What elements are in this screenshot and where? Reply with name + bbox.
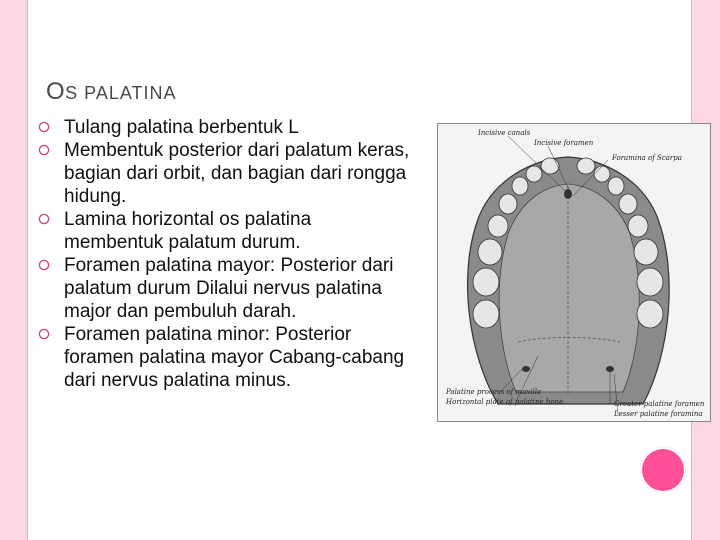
title-initial: O — [46, 78, 66, 105]
label-foramen-scarpa: Foramina of Scarpa — [612, 154, 682, 162]
left-decor-rule — [27, 0, 28, 540]
label-lesser-palatine: Lesser palatine foramina — [614, 410, 703, 418]
ring-bullet-icon — [38, 144, 50, 156]
bullet-text: Membentuk posterior dari palatum keras, bagian dari orbit, dan bagian dari rongga hidung. — [64, 140, 410, 207]
palate-illustration — [438, 124, 710, 421]
bullet-item — [38, 208, 410, 254]
ring-bullet-icon — [38, 259, 50, 271]
label-incisive-canals: Incisive canals — [478, 129, 531, 137]
bullet-item — [38, 323, 410, 392]
label-horizontal-plate: Horizontal plate of palatine bone — [446, 398, 564, 406]
bullet-text: Foramen palatina mayor: Posterior dari palatum durum Dilalui nervus palatina major dan pembuluh darah. — [64, 255, 394, 322]
bullet-list — [38, 116, 410, 392]
ring-bullet-icon — [38, 121, 50, 133]
label-palatine-process: Palatine process of maxilla — [446, 388, 542, 396]
slide-title — [46, 78, 177, 106]
bullet-text: Lamina horizontal os palatina membentuk palatum durum. — [64, 209, 312, 253]
label-greater-palatine: Greater palatine foramen — [614, 400, 705, 408]
bullet-item — [38, 139, 410, 208]
bullet-item — [38, 254, 410, 323]
title-rest: S PALATINA — [65, 83, 177, 103]
hard-palate-figure — [437, 123, 711, 422]
label-incisive-foramen: Incisive foramen — [534, 139, 594, 147]
bullet-text: Foramen palatina minor: Posterior foramen palatina mayor Cabang-cabang dari nervus palatina minus. — [64, 324, 405, 391]
bullet-item — [38, 116, 410, 139]
ring-bullet-icon — [38, 328, 50, 340]
decor-circle — [640, 447, 686, 493]
ring-bullet-icon — [38, 213, 50, 225]
left-decor-bar — [0, 0, 27, 540]
bullet-text: Tulang palatina berbentuk L — [64, 117, 299, 138]
